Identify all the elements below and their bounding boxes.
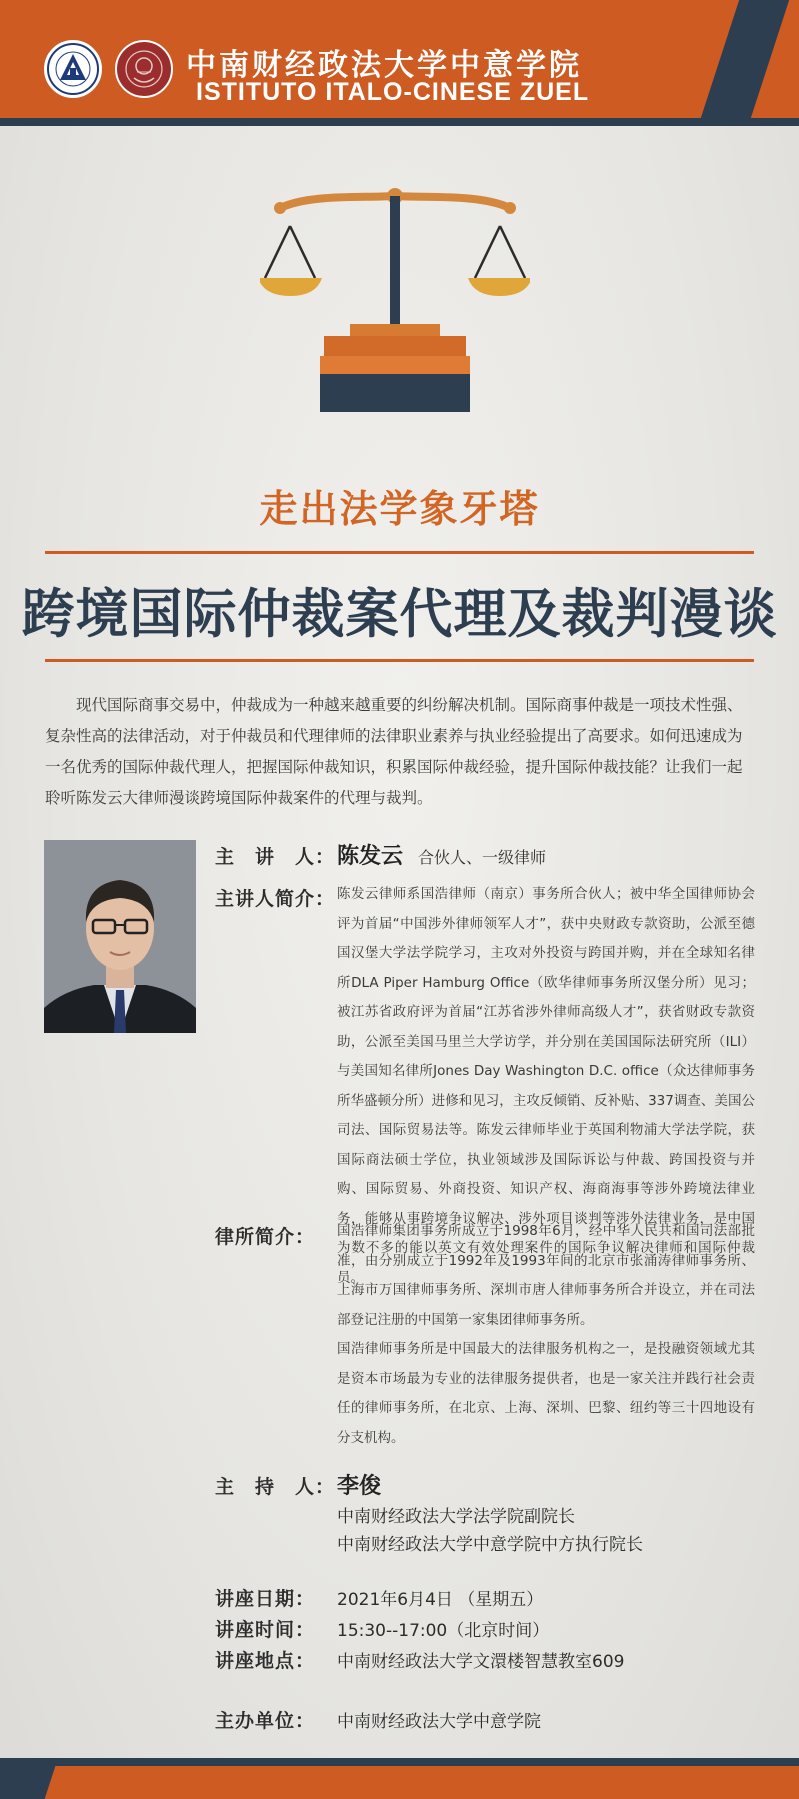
- lecture-time: 15:30--17:00（北京时间）: [337, 1621, 550, 1641]
- firm-intro-label: 律所简介：: [215, 1226, 316, 1248]
- scales-of-justice-icon: [260, 186, 530, 434]
- organizer: 中南财经政法大学中意学院: [337, 1712, 541, 1732]
- title-bottom-rule: [45, 659, 754, 662]
- speaker-photo: [44, 840, 196, 1033]
- host-name: 李俊: [337, 1474, 382, 1499]
- lecture-venue: 中南财经政法大学文澴楼智慧教室609: [337, 1652, 625, 1672]
- lecture-date: 2021年6月4日 （星期五）: [337, 1590, 544, 1610]
- speaker-name: 陈发云: [337, 844, 404, 869]
- time-label: 讲座时间：: [215, 1619, 316, 1641]
- speaker-title: 合伙人、一级律师: [418, 848, 547, 867]
- speaker-bio-label: 主讲人简介：: [215, 888, 336, 910]
- date-label: 讲座日期：: [215, 1588, 316, 1610]
- host-role-1: 中南财经政法大学法学院副院长: [337, 1507, 575, 1527]
- speaker-bio: 陈发云律师系国浩律师（南京）事务所合伙人；被中华全国律师协会评为首届“中国涉外律师领军人才”，获中央财政专款资助，公派至德国汉堡大学法学院学习，主攻对外投资与跨国并购，并在全球知名律所DLA Piper Hamburg Office（欧华律师事务所汉堡分所）见习；被江苏省政府评为首届“江苏省涉外律师高级人才”，获省财政专款资助，公派至美国马里兰大学访学，并分别在美国国际法研究所（ILI）与美国知名律所Jones Day Washington D.C. office（众达律师事务所华盛顿分所）进修和见习，主攻反倾销、反补贴、337调查、美国公司法、国际贸易法等。陈发云律师毕业于英国利物浦大学法学院，获国际商法硕士学位，执业领域涉及国际诉讼与仲裁、跨国投资与并购、国际贸易、外商投资、知识产权、海商海事等涉外跨境法律业务，能够从事跨境争议解决、涉外项目谈判等涉外法律业务，是中国为数不多的能以英文有效处理案件的国际争议解决律师和国际仲裁员。: [337, 886, 755, 1286]
- institute-name-english: ISTITUTO ITALO-CINESE ZUEL: [196, 78, 590, 106]
- lecture-series-subtitle: 走出法学象牙塔: [259, 487, 540, 531]
- intro-paragraph: 现代国际商事交易中，仲裁成为一种越来越重要的纠纷解决机制。国际商事仲裁是一项技术性强、复杂性高的法律活动，对于仲裁员和代理律师的法律职业素养与执业经验提出了高要求。如何迅速成为一名优秀的国际仲裁代理人，把握国际仲裁知识，积累国际仲裁经验，提升国际仲裁技能？让我们一起聆听陈发云大律师漫谈跨境国际仲裁案件的代理与裁判。: [45, 696, 743, 807]
- venue-label: 讲座地点：: [215, 1650, 316, 1672]
- institute-name-chinese: 中南财经政法大学中意学院: [186, 48, 582, 83]
- footer-accent-stripe: [0, 1766, 55, 1799]
- title-top-rule: [45, 551, 754, 554]
- firm-intro-paragraph-1: 国浩律师集团事务所成立于1998年6月，经中华人民共和国司法部批准，由分别成立于1992年及1993年间的北京市张涌涛律师事务所、上海市万国律师事务所、深圳市唐人律师事务所合并设立，并在司法部登记注册的中国第一家集团律师事务所。: [337, 1223, 755, 1328]
- firm-intro-paragraph-2: 国浩律师事务所是中国最大的法律服务机构之一，是投融资领域尤其是资本市场最为专业的法律服务提供者，也是一家关注并践行社会责任的律师事务所，在北京、上海、深圳、巴黎、纽约等三十四地设有分支机构。: [337, 1341, 755, 1446]
- speaker-label: 主 讲 人：: [215, 846, 336, 868]
- italian-university-seal-icon: [115, 40, 173, 98]
- footer-divider: [0, 1758, 799, 1766]
- organizer-label: 主办单位：: [215, 1710, 316, 1732]
- university-emblem-icon: [44, 40, 102, 98]
- header-divider: [0, 118, 799, 126]
- host-role-2: 中南财经政法大学中意学院中方执行院长: [337, 1535, 643, 1555]
- lecture-title: 跨境国际仲裁案代理及裁判漫谈: [21, 584, 778, 645]
- host-label: 主 持 人：: [215, 1476, 336, 1498]
- footer-bar: [0, 1766, 799, 1799]
